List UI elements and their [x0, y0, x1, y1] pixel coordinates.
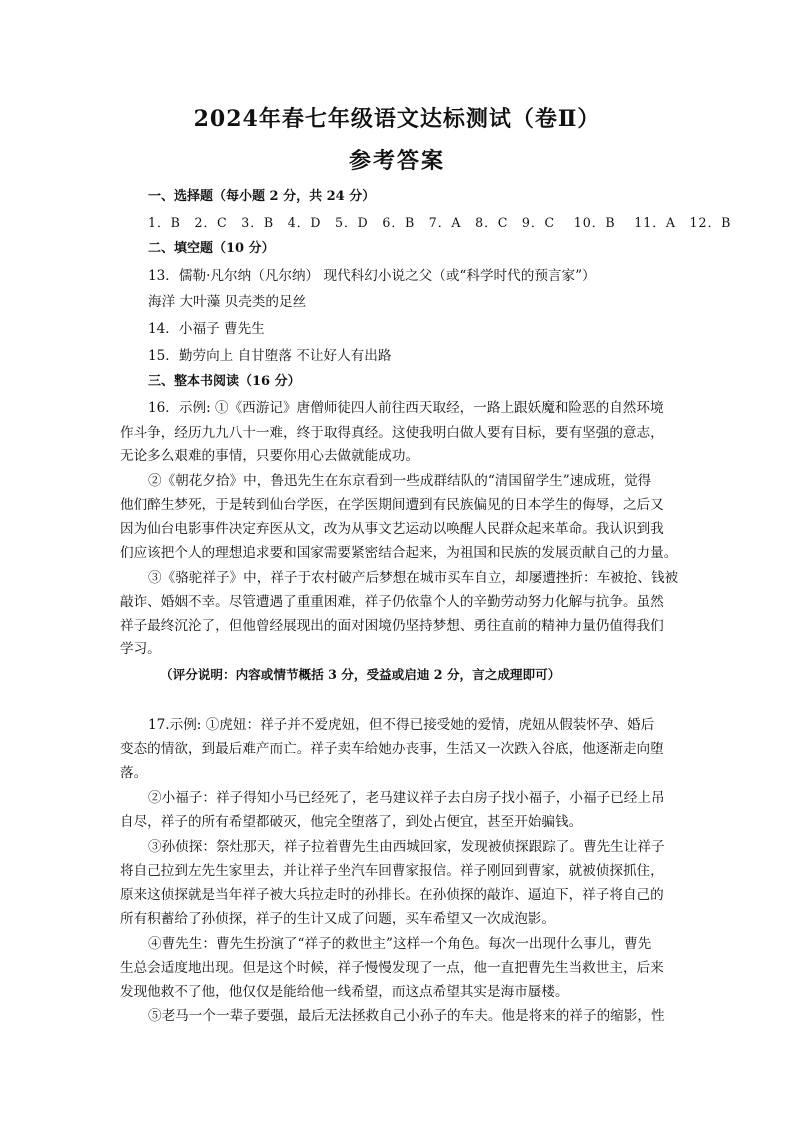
q16-text-line: ③《骆驼祥子》中，祥子于农村破产后梦想在城市买车自立，却屡遭挫折：车被抢、钱被 [148, 570, 679, 586]
q16-text-line: 学习。 [120, 641, 161, 657]
q17-text-line: 发现他救不了他，他仅仅是能给他一线希望，而这点希望其实是海市蜃楼。 [120, 984, 569, 1000]
page-subtitle: 参考答案 [348, 148, 445, 174]
choice-answers: 1．B 2．C 3．B 4．D 5．D 6．B 7．A 8．C 9．C 10．B 11．A 12．B [148, 215, 732, 230]
section-heading-fill: 二、填空题（10 分） [148, 241, 275, 256]
q17-text-line: 落。 [120, 765, 148, 781]
section-heading-choice: 一、选择题（每小题 2 分，共 24 分） [148, 189, 376, 204]
q17-text-line: 生总会适度地出现。但是这个时候，祥子慢慢发现了一点，他一直把曹先生当救世主，后来 [120, 960, 664, 976]
q17-text-line: ⑤老马一个一辈子要强，最后无法拯救自己小孙子的车夫。他是将来的祥子的缩影，性 [148, 1008, 665, 1024]
fill-answer-line: 海洋 大叶藻 贝壳类的足丝 [148, 294, 307, 310]
q16-text-line: 祥子最终沉沦了，但他曾经展现出的面对困境仍坚持梦想、勇往直前的精神力量仍值得我们 [120, 618, 664, 634]
q16-scoring-note: （评分说明：内容或情节概括 3 分，受益或启迪 2 分，言之成理即可） [160, 667, 561, 682]
q17-text-line: 变态的情欲，到最后难产而亡。祥子卖车给她办丧事，生活又一次跌入谷底，他逐渐走向堕 [120, 741, 664, 757]
section-heading-reading: 三、整本书阅读（16 分） [148, 374, 301, 389]
fill-answer-line: 14．小福子 曹先生 [148, 321, 265, 337]
q17-text-line: ④曹先生：曹先生扮演了“祥子的救世主”这样一个角色。每次一出现什么事儿，曹先 [148, 936, 652, 952]
q17-text-line: ③孙侦探：祭灶那天，祥子拉着曹先生由西城回家，发现被侦探跟踪了。曹先生让祥子 [148, 839, 665, 855]
q17-text-line: 17.示例: ①虎妞：祥子并不爱虎妞，但不得已接受她的爱情，虎妞从假装怀孕、婚后 [148, 717, 655, 733]
fill-answer-line: 13．儒勒·凡尔纳（凡尔纳） 现代科幻小说之父（或“科学时代的预言家”） [148, 268, 596, 284]
q17-text-line: ②小福子：祥子得知小马已经死了，老马建议祥子去白房子找小福子，小福子已经上吊 [148, 790, 665, 806]
q17-text-line: 自尽，祥子的所有希望都破灭，他完全堕落了，到处占便宜，甚至开始骗钱。 [120, 814, 583, 830]
q16-text-line: 16．示例: ①《西游记》唐僧师徒四人前往西天取经，一路上跟妖魔和险恶的自然环境 [148, 400, 664, 416]
q16-text-line: 敲诈、婚姻不幸。尽管遭遇了重重困难，祥子仍依靠个人的辛勤劳动努力化解与抗争。虽然 [120, 594, 664, 610]
q16-text-line: ②《朝花夕拾》中，鲁迅先生在东京看到一些成群结队的“清国留学生”速成班，觉得 [148, 473, 652, 489]
page-title: 2024年春七年级语文达标测试（卷Ⅱ） [193, 106, 601, 132]
q16-text-line: 因为仙台电影事件决定弃医从文，改为从事文艺运动以唤醒人民群众起来革命。我认识到我 [120, 521, 664, 537]
q17-text-line: 原来这侦探就是当年祥子被大兵拉走时的孙排长。在孙侦探的敲诈、逼迫下，祥子将自己的 [120, 887, 664, 903]
fill-answer-line: 15．勤劳向上 自甘堕落 不让好人有出路 [148, 348, 392, 364]
q16-text-line: 们应该把个人的理想追求要和国家需要紧密结合起来，为祖国和民族的发展贡献自己的力量。 [120, 545, 678, 561]
q16-text-line: 他们醉生梦死，于是转到仙台学医，在学医期间遭到有民族偏见的日本学生的侮辱，之后又 [120, 497, 664, 513]
q17-text-line: 所有积蓄给了孙侦探，祥子的生计又成了问题，买车希望又一次成泡影。 [120, 911, 555, 927]
q17-text-line: 将自己拉到左先生家里去，并让祥子坐汽车回曹家报信。祥子刚回到曹家，就被侦探抓住， [120, 863, 664, 879]
q16-text-line: 无论多么艰难的事情，只要你用心去做就能成功。 [120, 448, 420, 464]
q16-text-line: 作斗争，经历九九八十一难，终于取得真经。这使我明白做人要有目标，要有坚强的意志， [120, 425, 664, 441]
